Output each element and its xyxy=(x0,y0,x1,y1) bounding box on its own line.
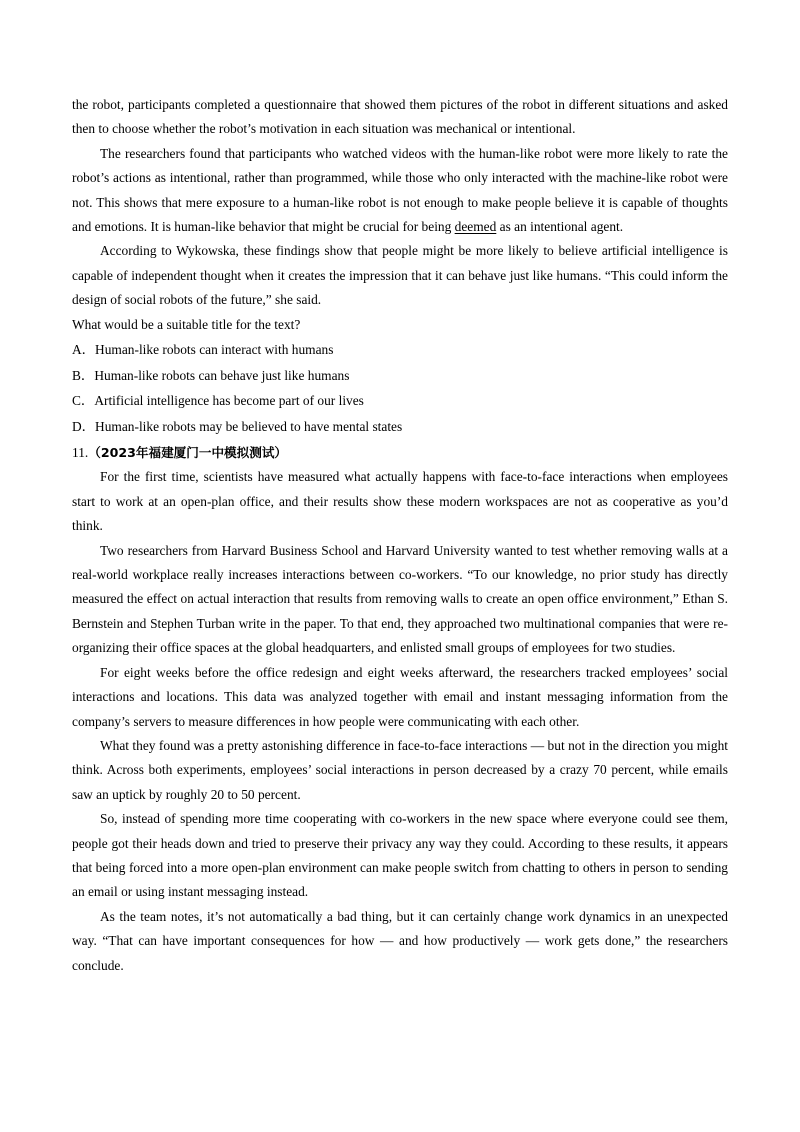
passage11-paragraph: Two researchers from Harvard Business School and Harvard University wanted to test whether removing walls at a real-world workplace really increases interactions between co-workers. “To our knowledge, no prior study has directly measured the effect on actual interaction that results from removing walls to create an open office environment,” Ethan S. Bernstein and Stephen Turban write in the paper. To that end, they approached two multinational companies that were re-organizing their office spaces at the global headquarters, and enlisted small groups of employees for two studies. xyxy=(72,542,728,656)
document-page xyxy=(72,93,728,978)
option-c: C．Artificial intelligence has become part of our lives xyxy=(72,393,364,409)
passage11-paragraph: What they found was a pretty astonishing difference in face-to-face interactions — but not in the direction you might think. Across both experiments, employees’ social interactions in person decreased by a crazy 70 percent, while emails saw an uptick by roughly 20 to 50 percent. xyxy=(72,737,728,802)
passage11-paragraph: So, instead of spending more time cooperating with co-workers in the new space where everyone could see them, people got their heads down and tried to preserve their privacy any way they could. According to these results, it appears that being forced into a more open-plan environment can make people switch from chatting to others in person to sending an email or using instant messaging instead. xyxy=(72,811,728,900)
passage11-paragraph: As the team notes, it’s not automatically a bad thing, but it can certainly change work dynamics in an unexpected way. “That can have important consequences for how — and how productively — work gets done,” the researchers conclude. xyxy=(72,908,728,973)
passage10-paragraph-continued: the robot, participants completed a questionnaire that showed them pictures of the robot in different situations and asked then to choose whether the robot’s motivation in each situation was mechanical or intentional. xyxy=(72,97,728,137)
question-header xyxy=(72,441,728,465)
question-prompt: What would be a suitable title for the text? xyxy=(72,316,301,332)
paragraph-text: The researchers found that participants who watched videos with the human-like robot were more likely to rate the robot’s actions as intentional, rather than programmed, while those who only interacted with the machine-like robot were not. This shows that mere exposure to a human-like robot is not enough to make people believe it is capable of thoughts and emotions. It is human-like behavior that might be crucial for being xyxy=(72,145,728,235)
option-b: B．Human-like robots can behave just like humans xyxy=(72,367,350,383)
question-number: 11. xyxy=(72,445,89,461)
passage10-paragraph-findings xyxy=(72,142,728,240)
passage10-paragraph-conclusion: According to Wykowska, these findings show that people might be more likely to believe artificial intelligence is capable of independent thought when it creates the impression that it can behave just like humans. “This could inform the design of social robots of the future,” she said. xyxy=(72,243,728,308)
option-d: D．Human-like robots may be believed to have mental states xyxy=(72,418,403,434)
question-source: （2023年福建厦门一中模拟测试） xyxy=(88,445,288,461)
passage11-paragraph: For eight weeks before the office redesign and eight weeks afterward, the researchers tracked employees’ social interactions and locations. This data was analyzed together with email and instant messaging information from the company’s servers to measure differences in how people were communicating with each other. xyxy=(72,664,728,729)
underlined-word: deemed xyxy=(454,219,497,235)
option-a: A．Human-like robots can interact with humans xyxy=(72,342,334,358)
paragraph-text: as an intentional agent. xyxy=(496,219,624,235)
passage11-paragraph: For the first time, scientists have measured what actually happens with face-to-face interactions when employees start to work at an open-plan office, and their results show these modern workspaces are not as cooperative as you’d think. xyxy=(72,469,728,534)
